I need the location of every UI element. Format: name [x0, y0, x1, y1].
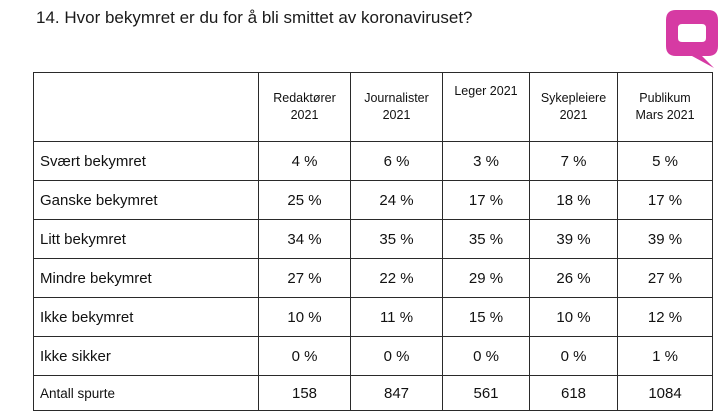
table-cell: 24 % [351, 181, 443, 220]
table-row [34, 259, 713, 298]
table-cell: 7 % [530, 142, 618, 181]
table-cell: 27 % [618, 259, 713, 298]
table-cell: 17 % [618, 181, 713, 220]
total-row [34, 376, 713, 411]
table-row [34, 142, 713, 181]
row-label: Ganske bekymret [34, 181, 259, 220]
table-cell: 6 % [351, 142, 443, 181]
row-label: Ikke sikker [34, 337, 259, 376]
table-cell: 5 % [618, 142, 713, 181]
header-row [34, 73, 713, 142]
table-cell: 3 % [443, 142, 530, 181]
table-cell: 22 % [351, 259, 443, 298]
header-line2: 2021 [290, 108, 319, 122]
total-cell: 158 [259, 376, 351, 411]
survey-table [33, 72, 713, 411]
header-line1: Sykepleiere [540, 91, 607, 105]
row-label: Litt bekymret [34, 220, 259, 259]
table-cell: 27 % [259, 259, 351, 298]
table-cell: 26 % [530, 259, 618, 298]
total-cell: 847 [351, 376, 443, 411]
table-row [34, 220, 713, 259]
row-label: Svært bekymret [34, 142, 259, 181]
total-cell: 618 [530, 376, 618, 411]
header-journalister [351, 73, 443, 142]
table-cell: 29 % [443, 259, 530, 298]
table-cell: 1 % [618, 337, 713, 376]
table-cell: 12 % [618, 298, 713, 337]
table-row [34, 298, 713, 337]
table-cell: 18 % [530, 181, 618, 220]
table-row [34, 337, 713, 376]
row-label: Mindre bekymret [34, 259, 259, 298]
table-cell: 0 % [443, 337, 530, 376]
header-empty-cell [34, 73, 259, 142]
total-cell: 1084 [618, 376, 713, 411]
question-title: 14. Hvor bekymret er du for å bli smittet av koronaviruset? [36, 8, 473, 27]
table-cell: 35 % [443, 220, 530, 259]
table-cell: 17 % [443, 181, 530, 220]
table-cell: 0 % [351, 337, 443, 376]
table-cell: 0 % [530, 337, 618, 376]
table-cell: 11 % [351, 298, 443, 337]
table-cell: 15 % [443, 298, 530, 337]
header-redaktorer [259, 73, 351, 142]
header-line1: Leger 2021 [454, 84, 518, 98]
table-cell: 4 % [259, 142, 351, 181]
table-cell: 10 % [259, 298, 351, 337]
header-line1: Redaktører [273, 91, 336, 105]
table-cell: 0 % [259, 337, 351, 376]
header-sykepleiere [530, 73, 618, 142]
table-cell: 34 % [259, 220, 351, 259]
header-line2: 2021 [382, 108, 411, 122]
total-label: Antall spurte [34, 376, 259, 411]
table-cell: 35 % [351, 220, 443, 259]
table-cell: 10 % [530, 298, 618, 337]
header-line2: Mars 2021 [635, 108, 695, 122]
header-publikum [618, 73, 713, 142]
speech-bubble-logo-icon [662, 6, 720, 74]
header-line1: Journalister [364, 91, 429, 105]
header-line2: 2021 [559, 108, 588, 122]
table-cell: 39 % [618, 220, 713, 259]
row-label: Ikke bekymret [34, 298, 259, 337]
header-line1: Publikum [639, 91, 691, 105]
table-cell: 39 % [530, 220, 618, 259]
total-cell: 561 [443, 376, 530, 411]
header-leger [443, 73, 530, 142]
table-cell: 25 % [259, 181, 351, 220]
table-row [34, 181, 713, 220]
